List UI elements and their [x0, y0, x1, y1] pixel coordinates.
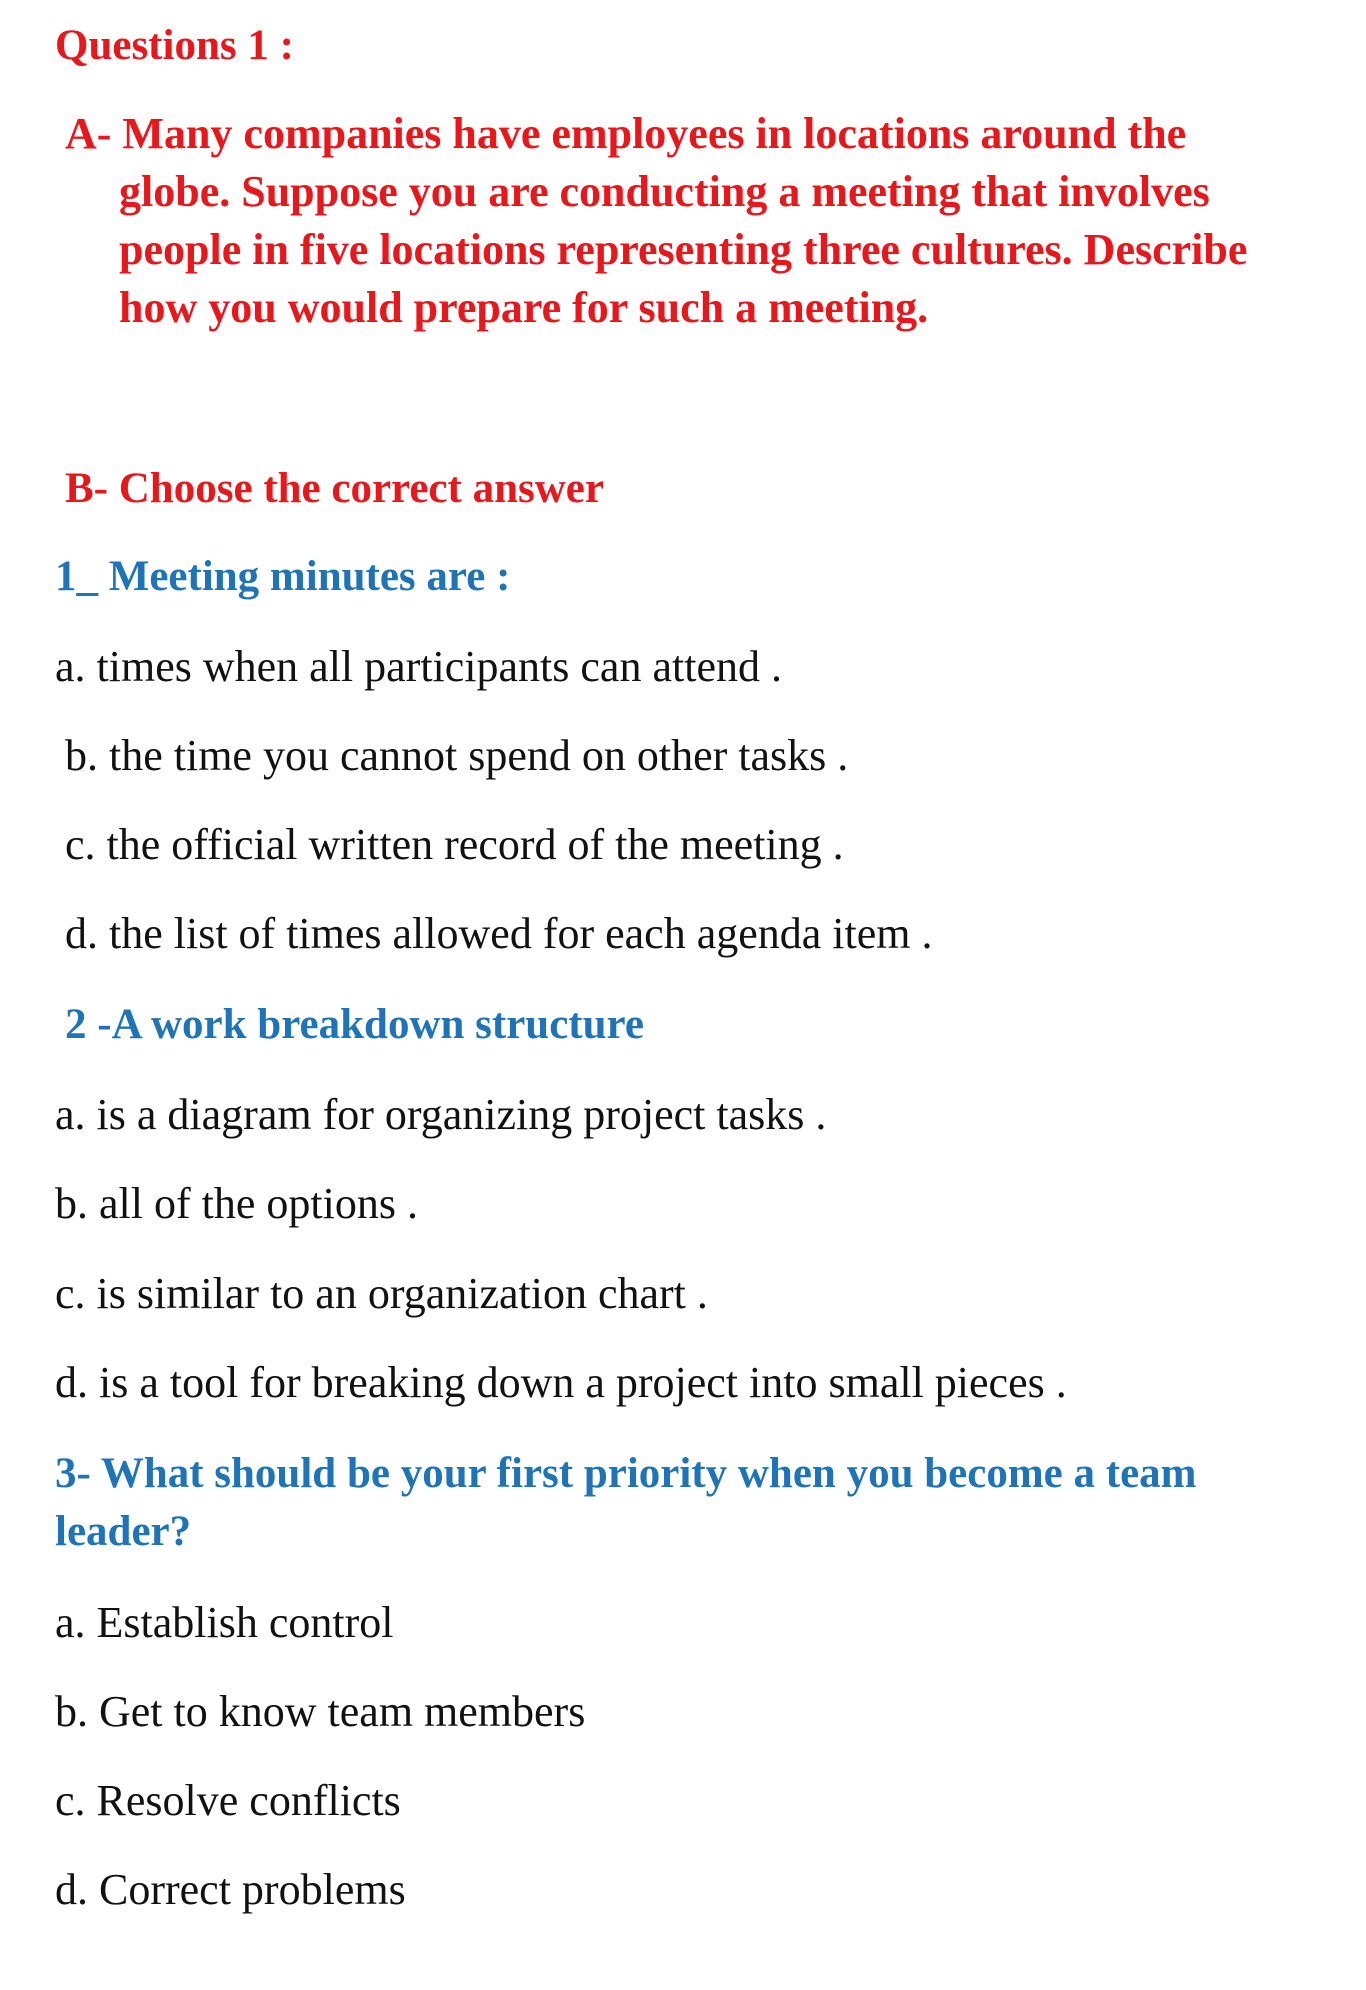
answer-option[interactable]: c. Resolve conflicts	[55, 1776, 401, 1825]
question-a-line: globe. Suppose you are conducting a meeting that involves	[119, 167, 1210, 216]
answer-option[interactable]: d. is a tool for breaking down a project into small pieces .	[55, 1358, 1067, 1407]
answer-option[interactable]: a. Establish control	[55, 1598, 394, 1647]
answer-option[interactable]: b. the time you cannot spend on other tasks .	[65, 731, 849, 780]
question-heading: 1_ Meeting minutes are :	[55, 553, 511, 600]
question-heading: 3- What should be your first priority when you become a team	[55, 1450, 1197, 1497]
answer-option[interactable]: b. Get to know team members	[55, 1687, 586, 1736]
answer-option[interactable]: a. is a diagram for organizing project tasks .	[55, 1090, 827, 1139]
answer-option[interactable]: d. the list of times allowed for each agenda item .	[65, 909, 933, 958]
question-a-line: people in five locations representing three cultures. Describe	[119, 225, 1248, 274]
section-b-heading: B- Choose the correct answer	[65, 465, 604, 512]
answer-option[interactable]: d. Correct problems	[55, 1865, 406, 1914]
question-heading: 2 -A work breakdown structure	[65, 1001, 644, 1048]
question-a-line: how you would prepare for such a meeting.	[119, 283, 929, 332]
answer-option[interactable]: c. is similar to an organization chart .	[55, 1269, 708, 1318]
answer-option[interactable]: a. times when all participants can attend .	[55, 642, 782, 691]
page-title: Questions 1 :	[55, 22, 294, 69]
answer-option[interactable]: b. all of the options .	[55, 1179, 418, 1228]
answer-option[interactable]: c. the official written record of the meeting .	[65, 820, 844, 869]
question-heading: leader?	[55, 1508, 192, 1555]
question-a-line: A- Many companies have employees in locations around the	[65, 109, 1187, 158]
